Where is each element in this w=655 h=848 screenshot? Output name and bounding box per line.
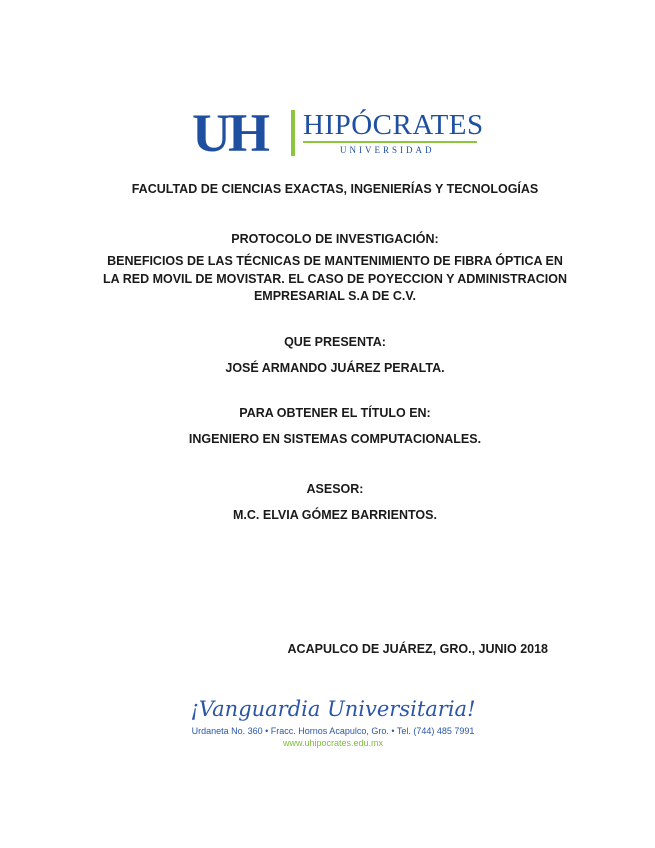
advisor-name: M.C. ELVIA GÓMEZ BARRIENTOS. <box>233 508 437 522</box>
thesis-title-line: BENEFICIOS DE LAS TÉCNICAS DE MANTENIMIENTO DE FIBRA ÓPTICA EN <box>107 254 563 268</box>
logo-name: HIPÓCRATES <box>303 109 484 141</box>
thesis-title <box>70 253 600 306</box>
university-logo <box>190 103 484 163</box>
logo-mark: UH <box>192 103 267 163</box>
presenter-name: JOSÉ ARMANDO JUÁREZ PERALTA. <box>225 361 445 375</box>
thesis-title-line: LA RED MOVIL DE MOVISTAR. EL CASO DE POYECCION Y ADMINISTRACION <box>103 271 567 286</box>
footer-slogan: ¡Vanguardia Universitaria! <box>190 697 476 721</box>
logo-subtitle: UNIVERSIDAD <box>340 145 435 155</box>
place-date: ACAPULCO DE JUÁREZ, GRO., JUNIO 2018 <box>287 642 548 656</box>
degree-name: INGENIERO EN SISTEMAS COMPUTACIONALES. <box>188 432 482 446</box>
logo-underline <box>303 141 477 143</box>
logo-divider <box>291 110 295 156</box>
protocol-label: PROTOCOLO DE INVESTIGACIÓN: <box>231 232 439 246</box>
presenter-label: QUE PRESENTA: <box>284 335 386 349</box>
footer-address: Urdaneta No. 360 • Fracc. Hornos Acapulco, Gro. • Tel. (744) 485 7991 <box>191 726 475 736</box>
faculty-heading: FACULTAD DE CIENCIAS EXACTAS, INGENIERÍAS Y TECNOLOGÍAS <box>131 182 539 196</box>
footer-website[interactable]: www.uhipocrates.edu.mx <box>282 738 384 748</box>
thesis-title-line: EMPRESARIAL S.A DE C.V. <box>253 289 417 303</box>
degree-label: PARA OBTENER EL TÍTULO EN: <box>239 406 431 420</box>
advisor-label: ASESOR: <box>306 482 364 496</box>
